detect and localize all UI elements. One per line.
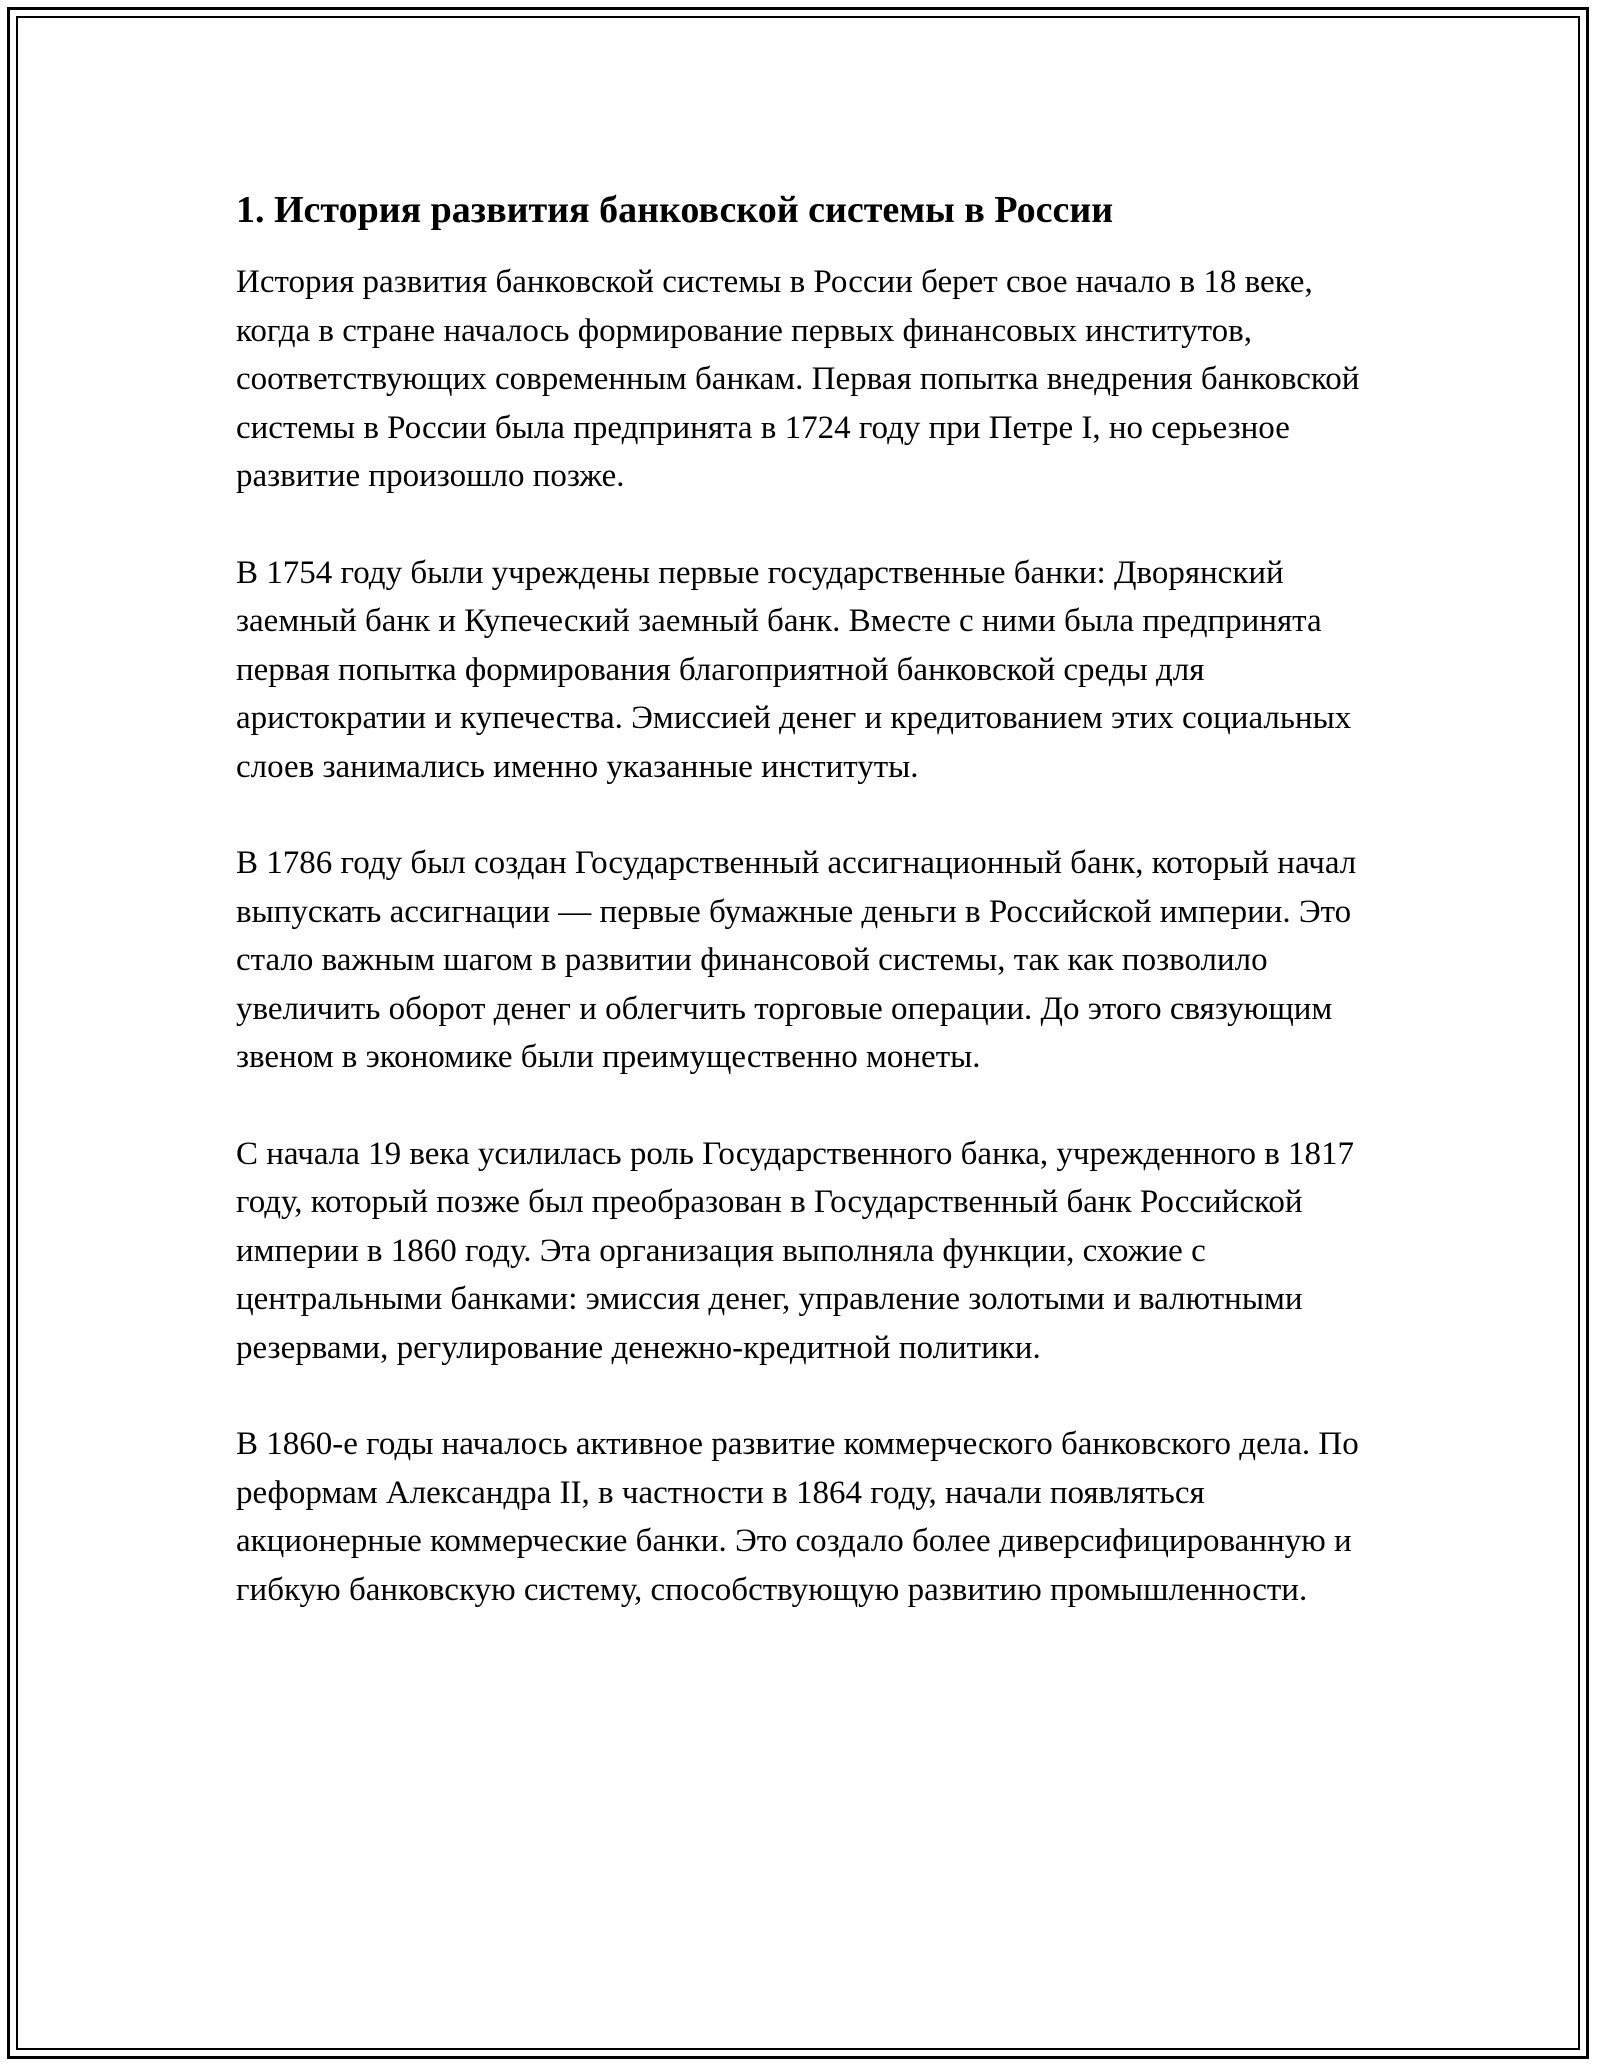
paragraph-4: С начала 19 века усилилась роль Государственного банка, учрежденного в 1817 году, который позже был преобразован в Государственный банк Российской империи в 1860 году. Эта организация выполняла функции, схожие с центральными банками: эмиссия денег, управление золотыми и валютными резервами, регулирование денежно-кредитной политики.: [236, 1135, 1355, 1366]
paragraph-5: В 1860-е годы началось активное развитие коммерческого банковского дела. По реформам Александра II, в частности в 1864 году, начали появляться акционерные коммерческие банки. Это создало более диверсифицированную и гибкую банковскую систему, способствующую развитию промышленности.: [236, 1426, 1359, 1608]
paragraph-1: История развития банковской системы в России берет свое начало в 18 веке, когда в стране началось формирование первых финансовых институтов, соответствующих современным банкам. Первая попытка внедрения банковской системы в России была предпринята в 1724 году при Петре I, но серьезное развитие произошло позже.: [236, 264, 1360, 494]
section-heading: 1. История развития банковской системы в России: [236, 189, 1114, 231]
paragraph-3: В 1786 году был создан Государственный ассигнационный банк, который начал выпускать ассигнации — первые бумажные деньги в Российской империи. Это стало важным шагом в развитии финансовой системы, так как позволило увеличить оборот денег и облегчить торговые операции. До этого связующим звеном в экономике были преимущественно монеты.: [236, 845, 1357, 1075]
paragraph-2: В 1754 году были учреждены первые государственные банки: Дворянский заемный банк и Купеческий заемный банк. Вместе с ними была предпринята первая попытка формирования благоприятной банковской среды для аристократии и купечества. Эмиссией денег и кредитованием этих социальных слоев занимались именно указанные институты.: [236, 554, 1352, 785]
document-body: [236, 186, 1376, 1662]
